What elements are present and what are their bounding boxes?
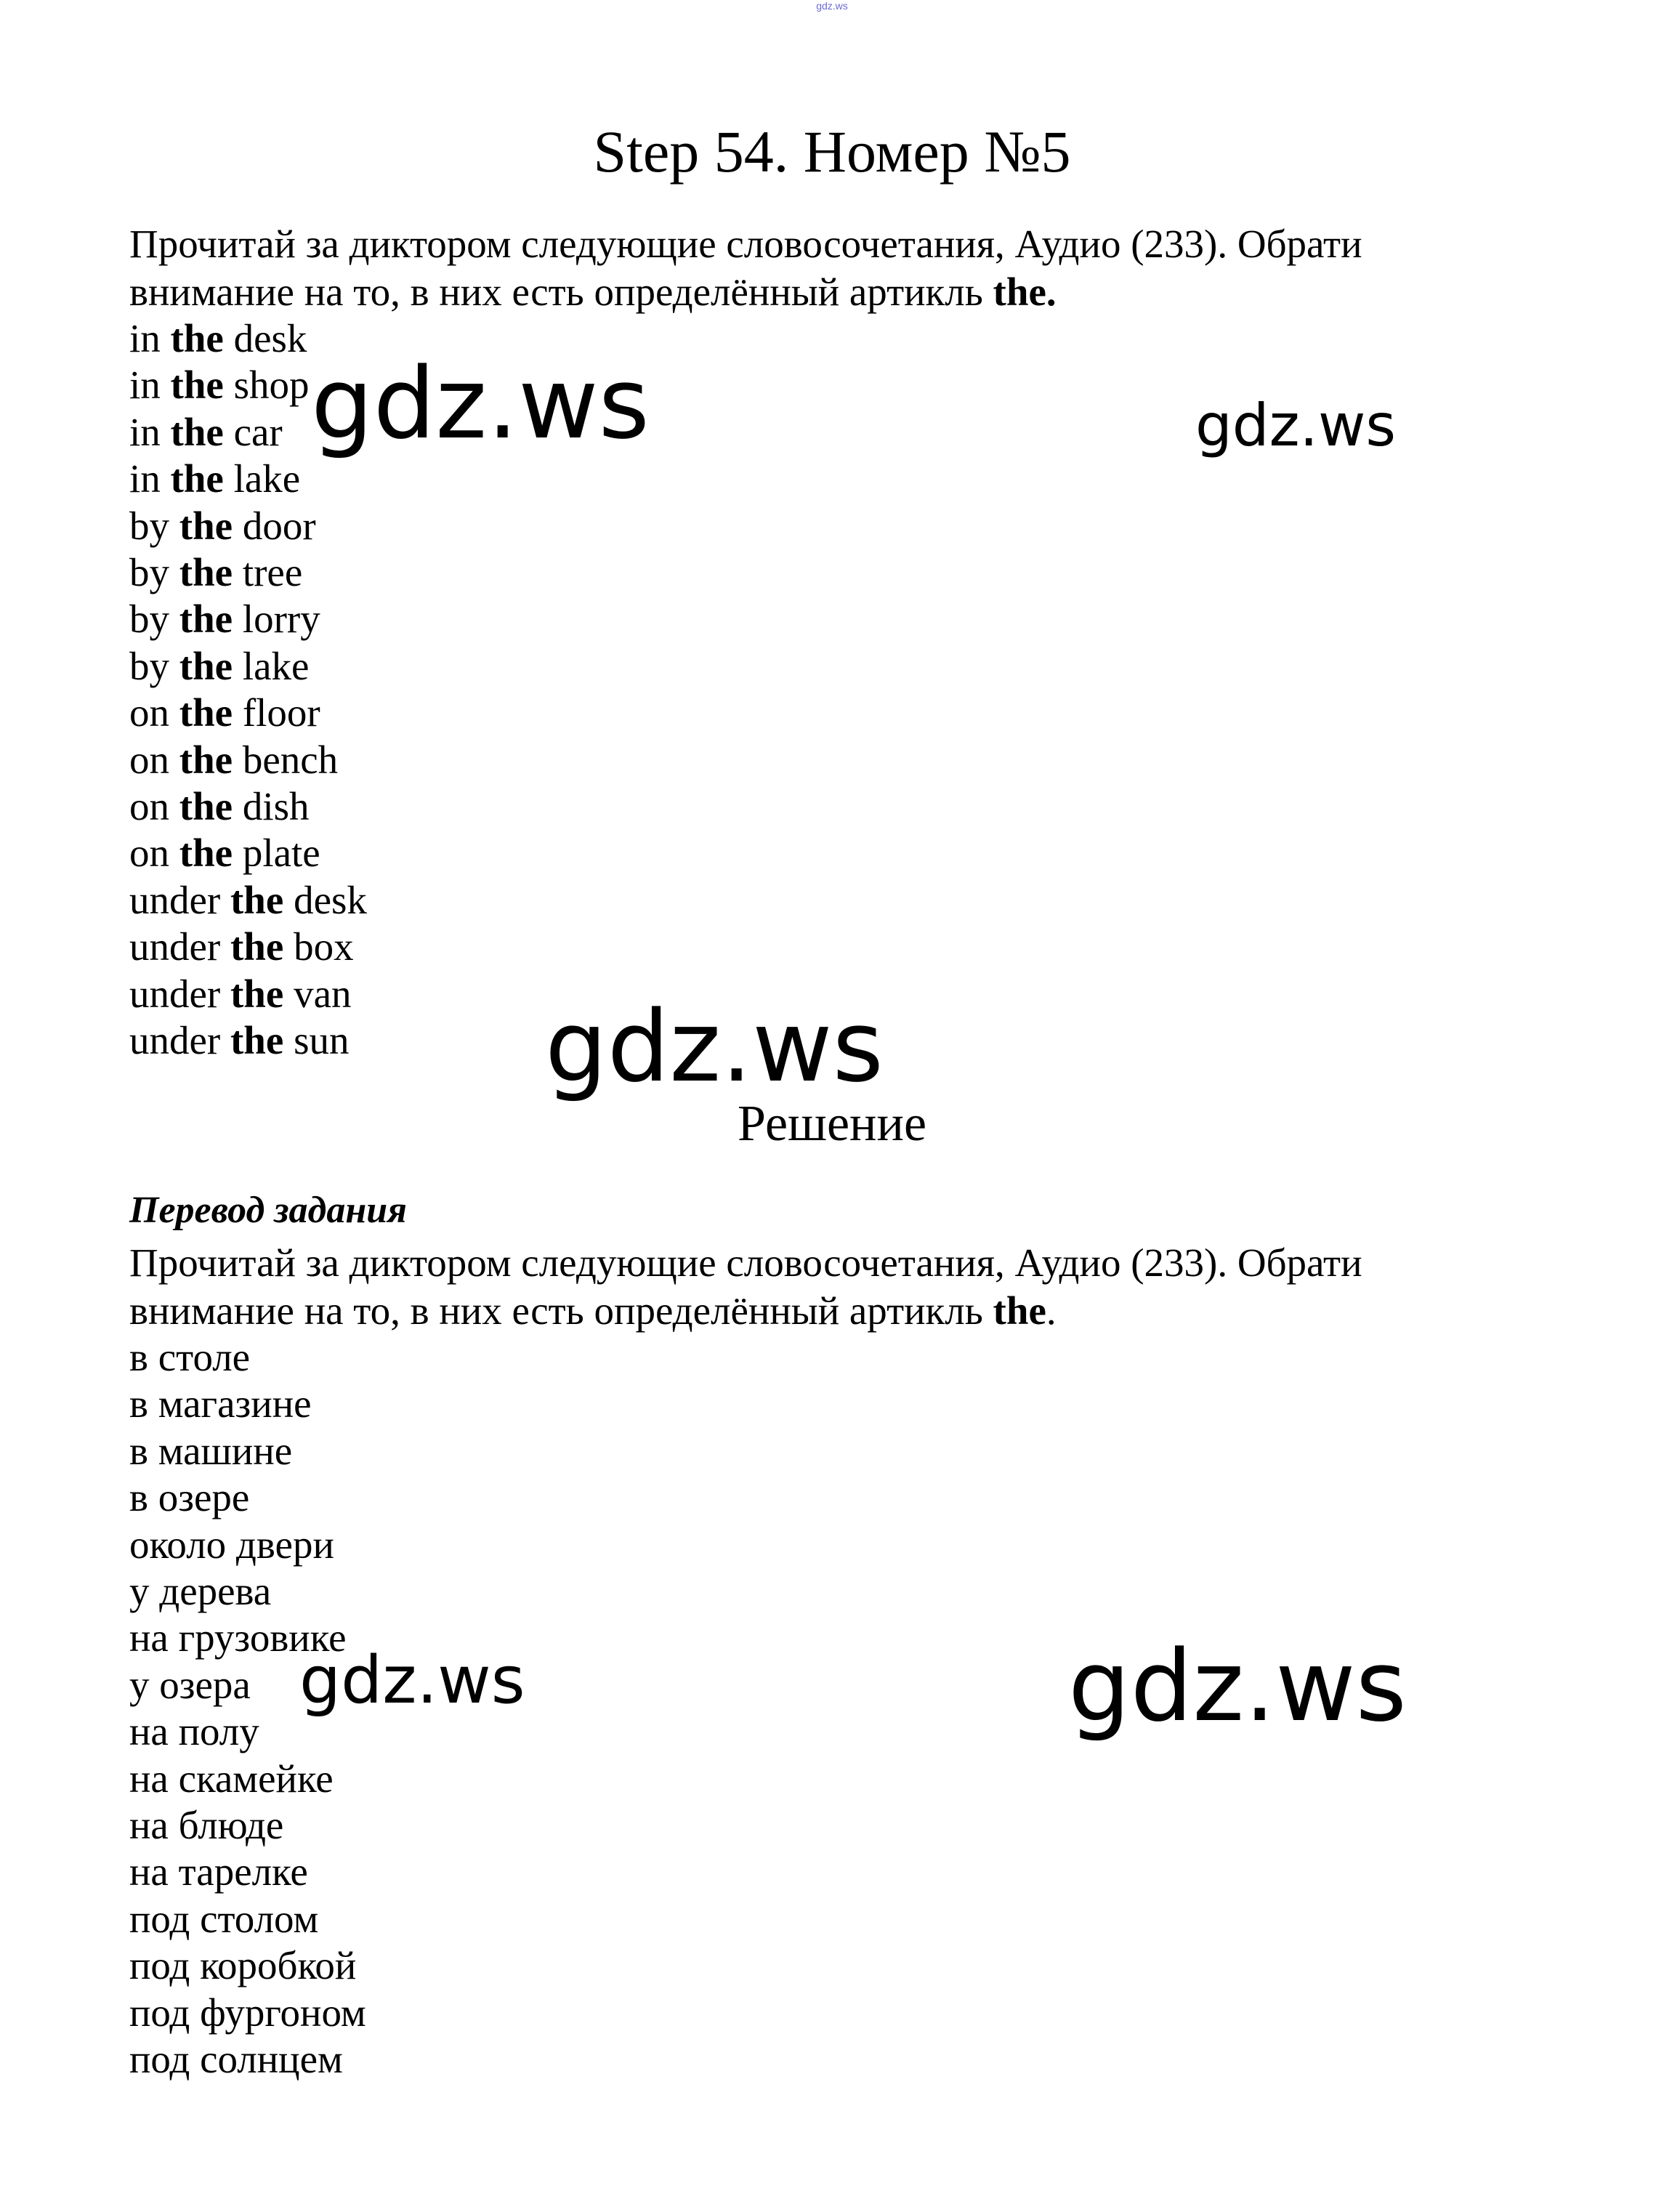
watermark: gdz.ws [299, 1642, 525, 1719]
phrase-item: under the box [129, 924, 354, 969]
phrase-item: in the desk [129, 316, 307, 360]
watermark: gdz.ws [545, 990, 884, 1104]
phrase-item: under the desk [129, 877, 367, 922]
top-watermark: gdz.ws [816, 0, 848, 12]
translation-item: на скамейке [129, 1756, 334, 1801]
translation-item: в магазине [129, 1381, 312, 1426]
translation-item: на блюде [129, 1803, 284, 1848]
translation-item: под столом [129, 1896, 319, 1941]
task-text [129, 220, 1510, 316]
watermark: gdz.ws [311, 347, 650, 461]
translation-item: под фургоном [129, 1990, 366, 2035]
solution-heading: Решение [737, 1096, 927, 1152]
phrase-item: on the bench [129, 737, 339, 782]
watermark: gdz.ws [1195, 392, 1397, 459]
translation-task-text [129, 1239, 1510, 1335]
phrase-item: in the shop [129, 363, 310, 408]
translation-item: под коробкой [129, 1943, 357, 1988]
phrase-item: under the sun [129, 1018, 350, 1063]
watermark: gdz.ws [1068, 1629, 1407, 1743]
translation-item: в машине [129, 1428, 293, 1473]
phrase-item: by the lake [129, 643, 310, 688]
phrase-item: by the door [129, 503, 316, 548]
task-line-2-text: внимание на то, в них есть определённый артикль [129, 270, 993, 314]
translation-heading: Перевод задания [129, 1190, 407, 1231]
translation-item: около двери [129, 1522, 334, 1567]
page-title: Step 54. Номер №5 [593, 118, 1071, 185]
translation-item: на грузовике [129, 1615, 347, 1660]
task-line-2 [129, 268, 1510, 316]
phrase-item: by the tree [129, 550, 303, 595]
translation-item: в озере [129, 1475, 250, 1520]
phrase-item: on the floor [129, 690, 320, 735]
translation-task-line-2: внимание на то, в них есть определённый артикль the. [129, 1288, 1057, 1333]
phrase-item: by the lorry [129, 597, 320, 642]
translation-task-line-1: Прочитай за диктором следующие словосочетания, Аудио (233). Обрати [129, 1240, 1362, 1285]
task-line-1: Прочитай за диктором следующие словосочетания, Аудио (233). Обрати [129, 222, 1362, 266]
phrase-item: on the dish [129, 784, 310, 829]
phrase-item: in the car [129, 409, 283, 454]
phrase-item: on the plate [129, 831, 320, 876]
translation-item: у дерева [129, 1569, 272, 1614]
phrase-item: in the lake [129, 456, 301, 501]
translation-item: под солнцем [129, 2037, 343, 2082]
translation-item: у озера [129, 1662, 251, 1707]
translation-item: на тарелке [129, 1849, 308, 1894]
task-article: the. [993, 270, 1057, 314]
phrase-item: under the van [129, 971, 352, 1016]
translation-item: в столе [129, 1335, 251, 1379]
translation-item: на полу [129, 1709, 259, 1754]
translation-task-article: the [993, 1288, 1046, 1333]
